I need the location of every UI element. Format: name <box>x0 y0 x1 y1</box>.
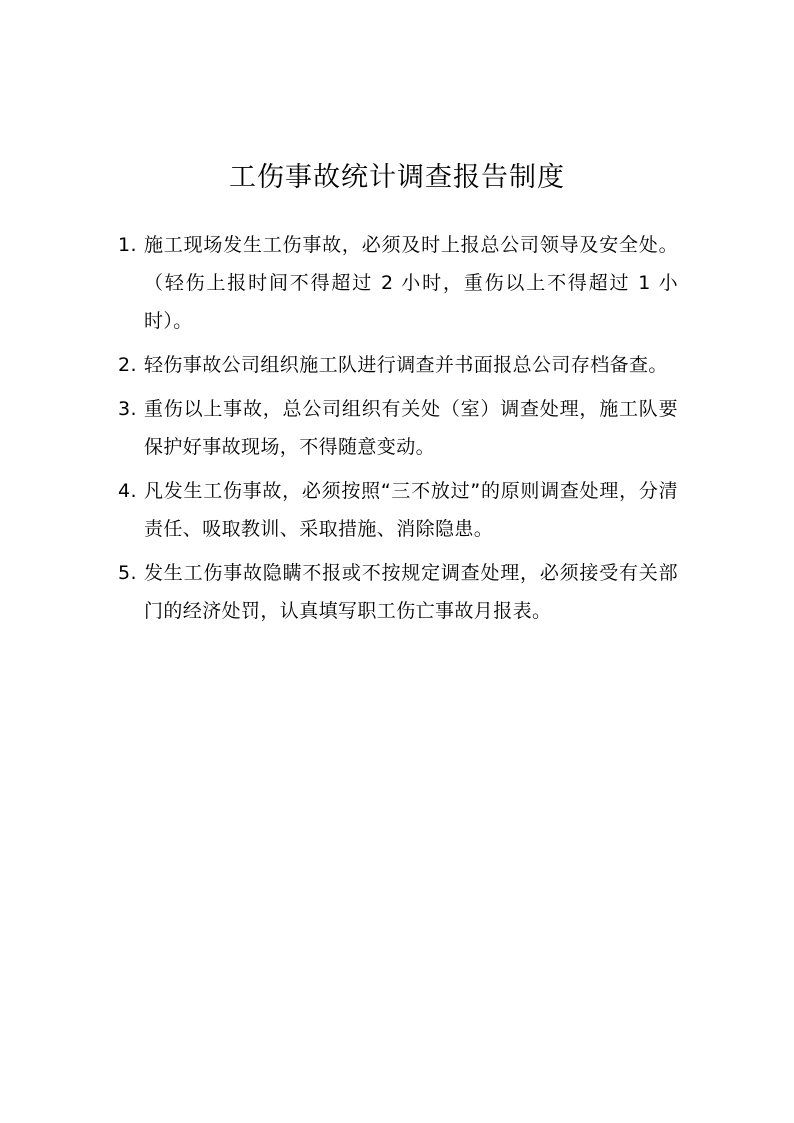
regulation-item-2 <box>118 346 678 384</box>
item-number: 3. <box>118 398 137 420</box>
item-text: 发生工伤事故隐瞒不报或不按规定调查处理，必须接受有关部门的经济处罚，认真填写职工伤亡事故月报表。 <box>144 562 678 622</box>
document-title: 工伤事故统计调查报告制度 <box>229 162 565 194</box>
regulation-list <box>118 226 678 636</box>
item-text: 轻伤事故公司组织施工队进行调查并书面报总公司存档备查。 <box>144 354 668 376</box>
item-number: 4. <box>118 480 137 502</box>
regulation-item-3 <box>118 390 678 466</box>
item-number: 1. <box>118 234 137 256</box>
regulation-item-1 <box>118 226 678 340</box>
item-text: 施工现场发生工伤事故，必须及时上报总公司领导及安全处。（轻伤上报时间不得超过 2 小时，重伤以上不得超过 1 小时）。 <box>144 234 678 332</box>
item-number: 2. <box>118 354 137 376</box>
item-text: 重伤以上事故，总公司组织有关处（室）调查处理，施工队要保护好事故现场，不得随意变动。 <box>144 398 678 458</box>
regulation-item-4 <box>118 472 678 548</box>
item-number: 5. <box>118 562 137 584</box>
regulation-item-5 <box>118 554 678 630</box>
item-text: 凡发生工伤事故，必须按照“三不放过”的原则调查处理，分清责任、吸取教训、采取措施、消除隐患。 <box>144 480 678 540</box>
